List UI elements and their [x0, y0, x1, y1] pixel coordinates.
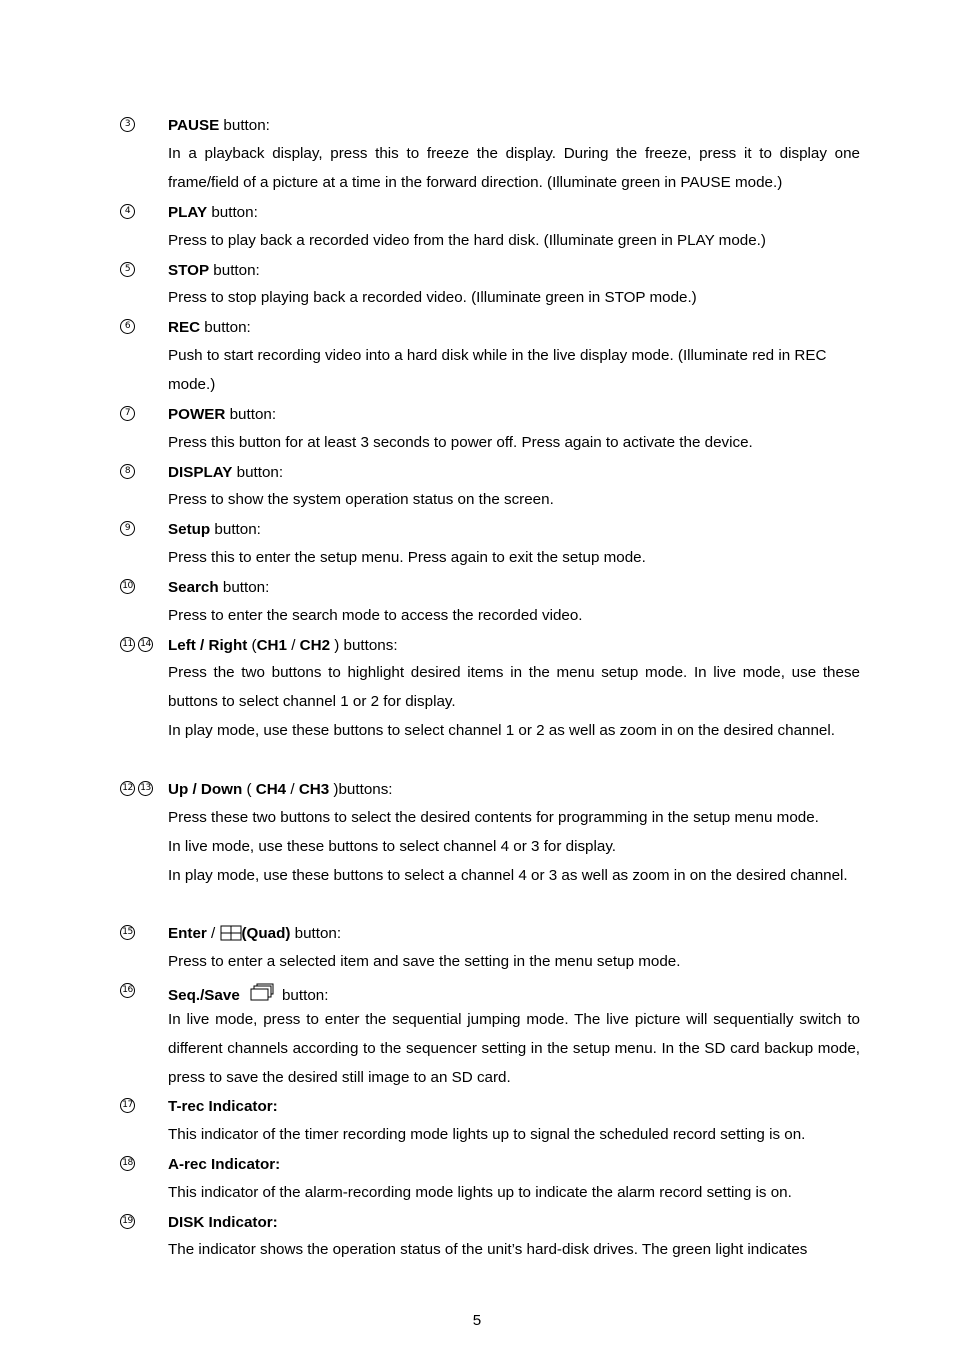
- item-heading: Setup button:: [168, 521, 261, 538]
- item-heading: PAUSE button:: [168, 117, 270, 134]
- item-description: This indicator of the timer recording mode lights up to signal the scheduled record setting is on.: [168, 1126, 806, 1143]
- item-heading: Enter / (Quad) button:: [168, 925, 341, 946]
- item-description: In live mode, use these buttons to select channel 4 or 3 for display.: [168, 838, 617, 855]
- item-heading: DISPLAY button:: [168, 464, 284, 481]
- item-description: Press the two buttons to highlight desired items in the menu setup mode. In live mode, use these buttons to select channel 1 or 2 for display.: [168, 664, 860, 710]
- item-description: Press this to enter the setup menu. Press again to exit the setup mode.: [168, 549, 646, 566]
- item-number: 6: [120, 319, 135, 334]
- item-heading: A-rec Indicator:: [168, 1156, 281, 1173]
- item-number: 9: [120, 521, 135, 536]
- quad-icon: [220, 925, 242, 946]
- item-number: 3: [120, 117, 135, 132]
- item-number: 19: [120, 1214, 135, 1229]
- item-description: The indicator shows the operation status of the unit’s hard-disk drives. The green light indicates: [168, 1241, 808, 1258]
- item-description: This indicator of the alarm-recording mode lights up to indicate the alarm record setting is on.: [168, 1184, 792, 1201]
- item-heading: REC button:: [168, 319, 251, 336]
- item-description: Press these two buttons to select the desired contents for programming in the setup menu mode.: [168, 809, 819, 826]
- item-heading: Search button:: [168, 579, 270, 596]
- item-description: In play mode, use these buttons to select a channel 4 or 3 as well as zoom in on the desired channel.: [168, 867, 848, 884]
- item-description: In live mode, press to enter the sequential jumping mode. The live picture will sequentially switch to different channels according to the sequencer setting in the setup menu. In the SD card backup mode, press to save the desired still image to an SD card.: [168, 1011, 860, 1086]
- item-heading: DISK Indicator:: [168, 1214, 278, 1231]
- item-number: 8: [120, 464, 135, 479]
- item-number: 7: [120, 406, 135, 421]
- item-number: 17: [120, 1098, 135, 1113]
- item-number: 5: [120, 262, 135, 277]
- item-number: 10: [120, 579, 135, 594]
- item-description: Push to start recording video into a hard disk while in the live display mode. (Illuminate red in REC mode.): [168, 347, 827, 393]
- item-description: Press to enter a selected item and save the setting in the menu setup mode.: [168, 953, 681, 970]
- item-heading: STOP button:: [168, 262, 260, 279]
- item-heading: POWER button:: [168, 406, 277, 423]
- item-description: Press to enter the search mode to access the recorded video.: [168, 607, 583, 624]
- item-description: Press to show the system operation status on the screen.: [168, 491, 554, 508]
- item-description: Press to stop playing back a recorded video. (Illuminate green in STOP mode.): [168, 289, 697, 306]
- page-number: 5: [472, 1312, 482, 1329]
- sequence-icon: [250, 983, 274, 1006]
- item-heading: Seq./Save button:: [168, 983, 328, 1006]
- item-description: In a playback display, press this to freeze the display. During the freeze, press it to display one frame/field of a picture at a time in the forward direction. (Illuminate green in PAUSE mode.): [168, 145, 860, 191]
- item-description: In play mode, use these buttons to select channel 1 or 2 as well as zoom in on the desired channel.: [168, 722, 835, 739]
- item-number: 11: [120, 637, 135, 652]
- item-number: 15: [120, 925, 135, 940]
- item-description: Press to play back a recorded video from the hard disk. (Illuminate green in PLAY mode.): [168, 232, 766, 249]
- item-heading: PLAY button:: [168, 204, 258, 221]
- item-heading: Left / Right (CH1 / CH2 ) buttons:: [168, 637, 398, 654]
- item-description: Press this button for at least 3 seconds to power off. Press again to activate the device.: [168, 434, 753, 451]
- item-number: 18: [120, 1156, 135, 1171]
- item-number: 4: [120, 204, 135, 219]
- item-heading: Up / Down ( CH4 / CH3 )buttons:: [168, 781, 393, 798]
- item-number: 16: [120, 983, 135, 998]
- item-number: 13: [138, 781, 153, 796]
- item-number: 12: [120, 781, 135, 796]
- item-heading: T-rec Indicator:: [168, 1098, 278, 1115]
- item-number: 14: [138, 637, 153, 652]
